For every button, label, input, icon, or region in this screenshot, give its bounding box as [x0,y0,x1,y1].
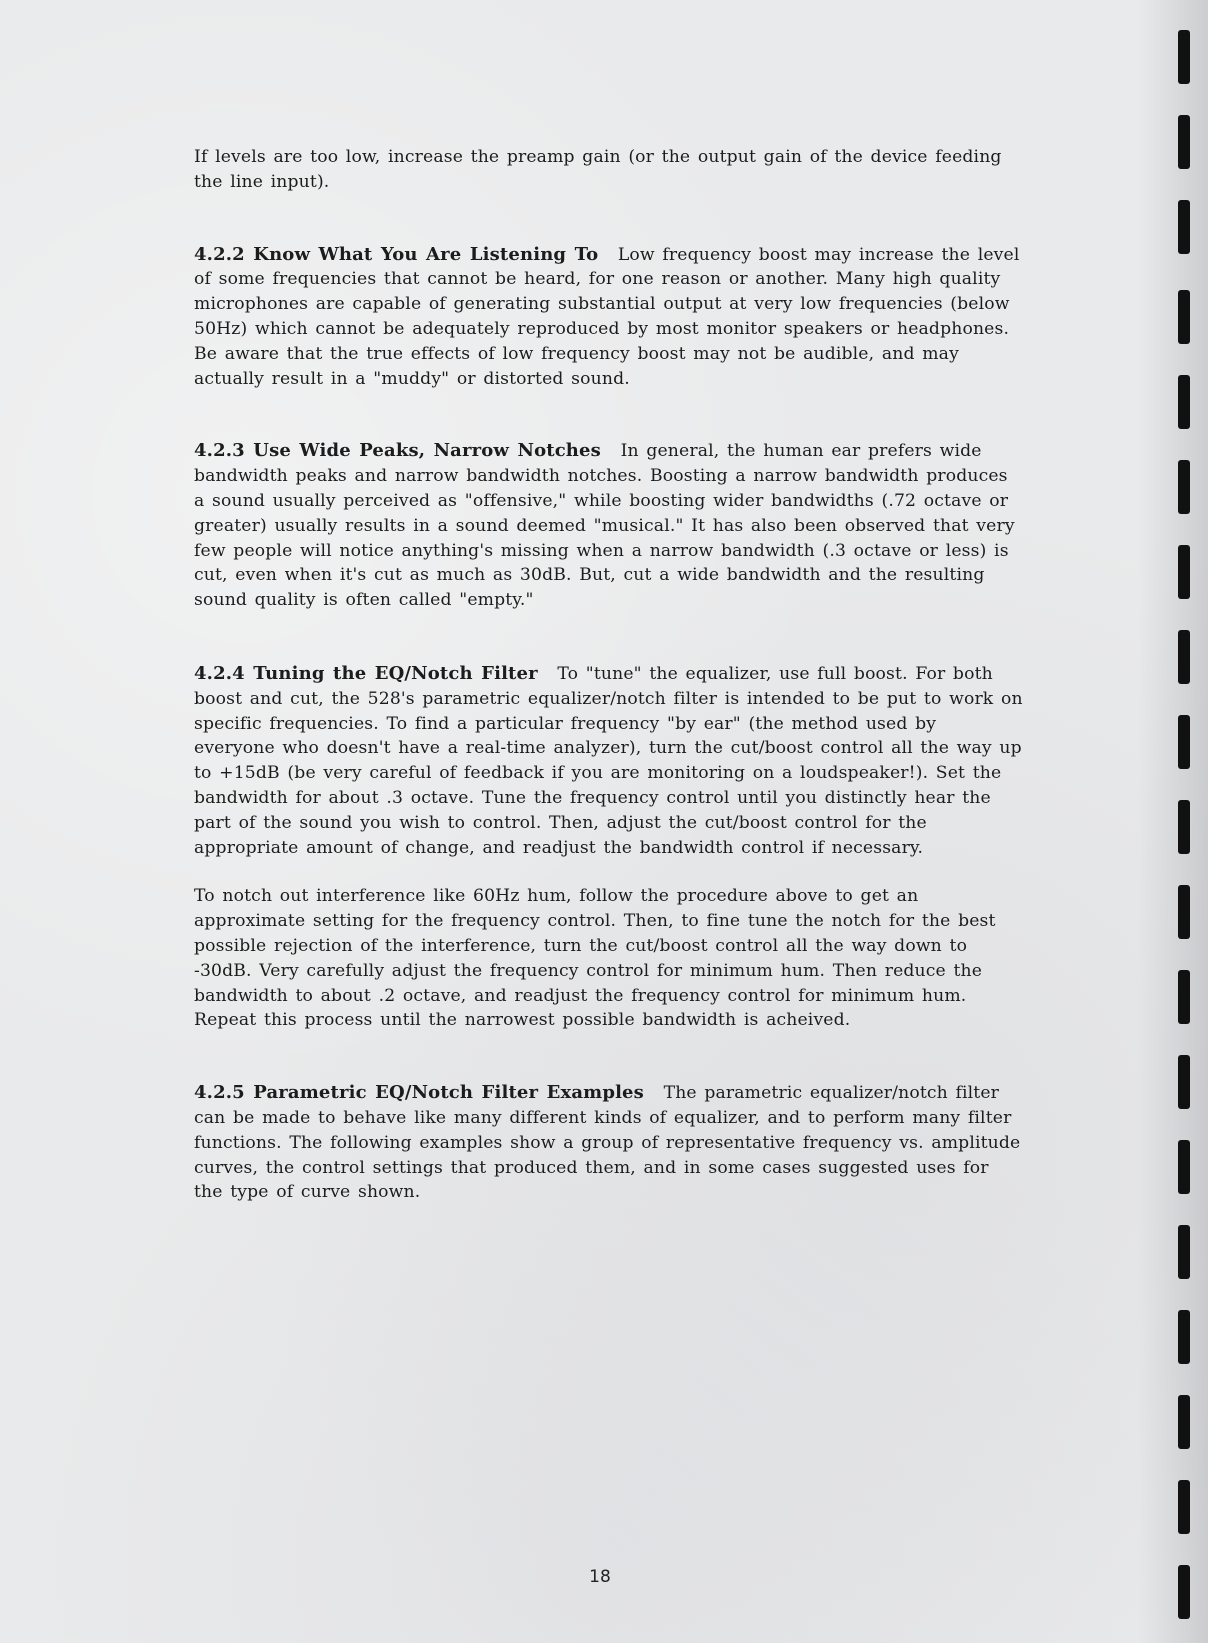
section-4-2-4-notch-paragraph: To notch out interference like 60Hz hum, follow the procedure above to get an approximate setting for the frequency control. Then, to fine tune the notch for the best possible rejection of the interference, turn the cut/boost control all the way down to -30dB. Very carefully adjust the frequency control for minimum hum. Then reduce the bandwidth to about .2 octave, and readjust the frequency control for minimum hum. Repeat this process until the narrowest possible bandwidth is acheived. [194,886,996,1031]
section-text: The parametric equalizer/notch filter can be made to behave like many different kinds of equalizer, and to perform many filter functions. The following examples show a group of representative frequency vs. amplitude curves, the control settings that produced them, and in some cases suggested uses for the type of curve shown. [194,1083,1021,1203]
section-heading: 4.2.2 Know What You Are Listening To [194,243,599,265]
section-heading: 4.2.4 Tuning the EQ/Notch Filter [194,662,538,684]
binding-hole [1178,460,1190,514]
section-4-2-4 [194,662,1024,860]
binding-hole [1178,1310,1190,1364]
section-text: To "tune" the equalizer, use full boost. For both boost and cut, the 528's parametric equalizer/notch filter is intended to be put to work on specific frequencies. To find a particular frequency "by ear" (the method used by everyone who doesn't have a real-time analyzer), turn the cut/boost control all the way up to +15dB (be very careful of feedback if you are monitoring on a loudspeaker!). Set the bandwidth for about .3 octave. Tune the frequency control until you distinctly hear the part of the sound you wish to control. Then, adjust the cut/boost control for the appropriate amount of change, and readjust the bandwidth control if necessary. [194,663,1023,858]
section-heading: 4.2.3 Use Wide Peaks, Narrow Notches [194,440,601,462]
binding-hole [1178,1140,1190,1194]
page-edge-shadow [1138,0,1208,1643]
document-body [194,145,1024,1205]
binding-hole [1178,630,1190,684]
binding-hole [1178,1395,1190,1449]
section-4-2-3 [194,439,1024,613]
section-4-2-2 [194,243,1024,392]
binding-hole [1178,1055,1190,1109]
binding-hole [1178,800,1190,854]
binding-hole [1178,30,1190,84]
binding-hole [1178,1480,1190,1534]
binding-hole [1178,1565,1190,1619]
binding-hole [1178,545,1190,599]
binding-hole [1178,290,1190,344]
page-number: 18 [589,1567,611,1587]
section-4-2-5 [194,1081,1024,1205]
section-text: In general, the human ear prefers wide bandwidth peaks and narrow bandwidth notches. Boosting a narrow bandwidth produces a sound usually perceived as "offensive," while boosting wider bandwidths (.72 octave or greater) usually results in a sound deemed "musical." It has also been observed that very few people will notice anything's missing when a narrow bandwidth (.3 octave or less) is cut, even when it's cut as much as 30dB. But, cut a wide bandwidth and the resulting sound quality is often called "empty." [194,441,1015,611]
binding-hole [1178,970,1190,1024]
binding-hole [1178,115,1190,169]
binding-hole [1178,200,1190,254]
intro-paragraph: If levels are too low, increase the preamp gain (or the output gain of the device feeding the line input). [194,147,1002,192]
section-heading: 4.2.5 Parametric EQ/Notch Filter Examples [194,1082,644,1104]
section-text: Low frequency boost may increase the level of some frequencies that cannot be heard, for one reason or another. Many high quality microphones are capable of generating substantial output at very low frequencies (below 50Hz) which cannot be adequately reproduced by most monitor speakers or headphones. Be aware that the true effects of low frequency boost may not be audible, and may actually result in a "muddy" or distorted sound. [194,244,1020,389]
binding-hole [1178,375,1190,429]
binding-hole [1178,715,1190,769]
binding-hole [1178,1225,1190,1279]
binding-hole [1178,885,1190,939]
